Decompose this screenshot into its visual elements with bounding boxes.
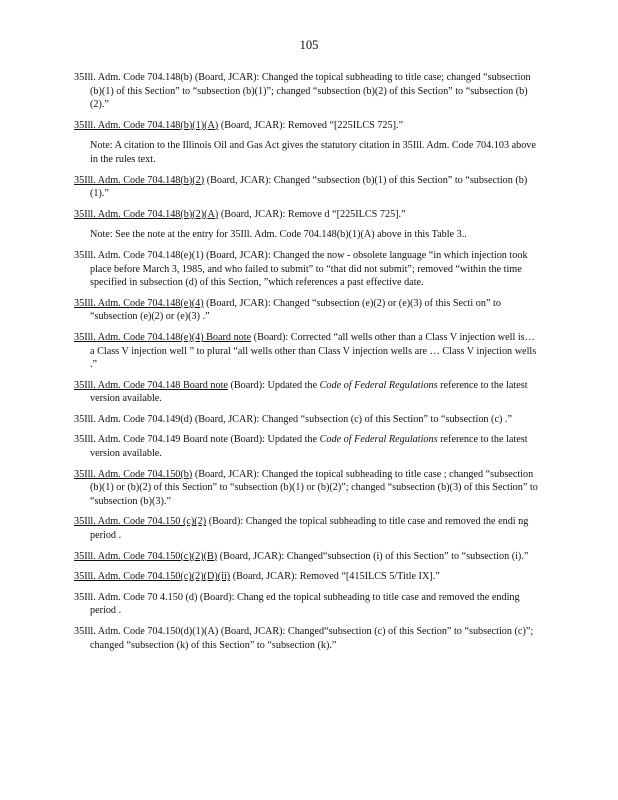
list-item bbox=[74, 119, 540, 133]
entry-text: (Board): Changed the topical subheading to title case and removed the endi ng period . bbox=[90, 516, 529, 542]
entry-text: (Board, JCAR): Changed “subsection (b)(1) of this Section” to “subsection (b)(1).” bbox=[90, 174, 528, 200]
amendment-list bbox=[74, 71, 540, 659]
entry-tail: reference to the latest version available. bbox=[90, 434, 528, 460]
entry-reference: 35Ill. Adm. Code 704.148(b)(1)(A) bbox=[74, 119, 219, 131]
entry-text: 35Ill. Adm. Code 704.148(e)(1) (Board, JCAR): Changed the now - obsolete language “in which injection took place before March 3, 1985, and who failed to submit” to “that did not submit”; removed “within the time specified in subsection (d) of this Section, ”which references a past effective date. bbox=[74, 249, 528, 289]
entry-text: 35Ill. Adm. Code 704.149(d) (Board, JCAR): Changed “subsection (c) of this Section” to “subsection (c) .” bbox=[74, 413, 512, 425]
entry-reference: 35Ill. Adm. Code 704.148 Board note bbox=[74, 379, 228, 391]
list-item bbox=[74, 174, 540, 201]
entry-reference: 35Ill. Adm. Code 704.150 (c)(2) bbox=[74, 516, 207, 528]
page-number: 105 bbox=[299, 38, 319, 52]
list-item bbox=[74, 515, 540, 542]
list-item bbox=[74, 625, 540, 652]
list-item bbox=[74, 331, 540, 372]
list-item bbox=[74, 208, 540, 222]
entry-tail: reference to the latest version available. bbox=[90, 379, 528, 405]
list-item bbox=[74, 468, 540, 509]
entry-reference: 35Ill. Adm. Code 704.150(c)(2)(D)(ii) bbox=[74, 571, 231, 583]
list-item bbox=[74, 550, 540, 564]
entry-text: 35Ill. Adm. Code 70 4.150 (d) (Board): Chang ed the topical subheading to title case and removed the ending period . bbox=[74, 591, 520, 617]
entry-reference: 35Ill. Adm. Code 704.148(e)(4) bbox=[74, 297, 204, 309]
entry-reference: 35Ill. Adm. Code 704.150(c)(2)(B) bbox=[74, 550, 218, 562]
entry-text: 35Ill. Adm. Code 704.148(b) (Board, JCAR): Changed the topical subheading to title case; changed “subsection (b)(1) of this Section” to “subsection (b)(1)”; changed “subsection (b)(2) of this Section” to “subsection (b)(2).” bbox=[74, 72, 531, 111]
list-item bbox=[74, 413, 540, 427]
list-item bbox=[74, 591, 540, 618]
note: Note: A citation to the Illinois Oil and Gas Act gives the statutory citation in 35Ill. Adm. Code 704.103 above in the rules text. bbox=[90, 140, 536, 165]
entry-text: (Board): Updated the bbox=[227, 379, 320, 391]
entry-text: (Board, JCAR): Changed“subsection (i) of this Section” to “subsection (i).” bbox=[217, 550, 529, 562]
entry-italic: Code of Federal Regulations bbox=[319, 379, 438, 391]
entry-text: (Board, JCAR): Removed “[225ILCS 725].” bbox=[218, 119, 404, 131]
entry-text: (Board, JCAR): Removed “[415ILCS 5/Title IX].” bbox=[230, 571, 440, 583]
entry-text: (Board, JCAR): Changed “subsection (e)(2) or (e)(3) of this Secti on” to “subsection (e)(2) or (e)(3) .” bbox=[90, 297, 501, 323]
entry-reference: 35Ill. Adm. Code 704.150(b) bbox=[74, 468, 193, 480]
entry-reference: 35Ill. Adm. Code 704.148(e)(4) Board note bbox=[74, 331, 252, 343]
entry-text: (Board): Corrected “all wells other than a Class V injection well is… a Class V injection well ” to plural “all wells other than Class V injection wells are … Class V injection wells .” bbox=[90, 331, 537, 371]
entry-italic: Code of Federal Regulations bbox=[319, 434, 438, 446]
list-item bbox=[74, 379, 540, 406]
list-item bbox=[74, 71, 540, 112]
list-item bbox=[74, 570, 540, 584]
entry-text: 35Ill. Adm. Code 704.150(d)(1)(A) (Board, JCAR): Changed“subsection (c) of this Section” to “subsection (c)”; changed “subsection (k) of this Section” to “subsection (k).” bbox=[74, 626, 534, 651]
entry-text: (Board, JCAR): Changed the topical subheading to title case ; changed “subsection (b)(1) or (b)(2) of this Section” to “subsection (b)(1) or (b)(2)”; changed “subsection (b)(3) of this Section” to “subsection (b)(3).” bbox=[90, 468, 538, 507]
list-item bbox=[74, 297, 540, 324]
note: Note: See the note at the entry for 35Ill. Adm. Code 704.148(b)(1)(A) above in this Table 3.. bbox=[90, 229, 467, 241]
entry-text: (Board, JCAR): Remove d “[225ILCS 725].” bbox=[218, 208, 406, 220]
list-item bbox=[74, 433, 540, 460]
entry-reference: 35Ill. Adm. Code 704.148(b)(2)(A) bbox=[74, 208, 219, 220]
list-item bbox=[74, 249, 540, 290]
entry-text: 35Ill. Adm. Code 704.149 Board note (Board): Updated the bbox=[74, 434, 320, 446]
entry-reference: 35Ill. Adm. Code 704.148(b)(2) bbox=[74, 174, 205, 186]
